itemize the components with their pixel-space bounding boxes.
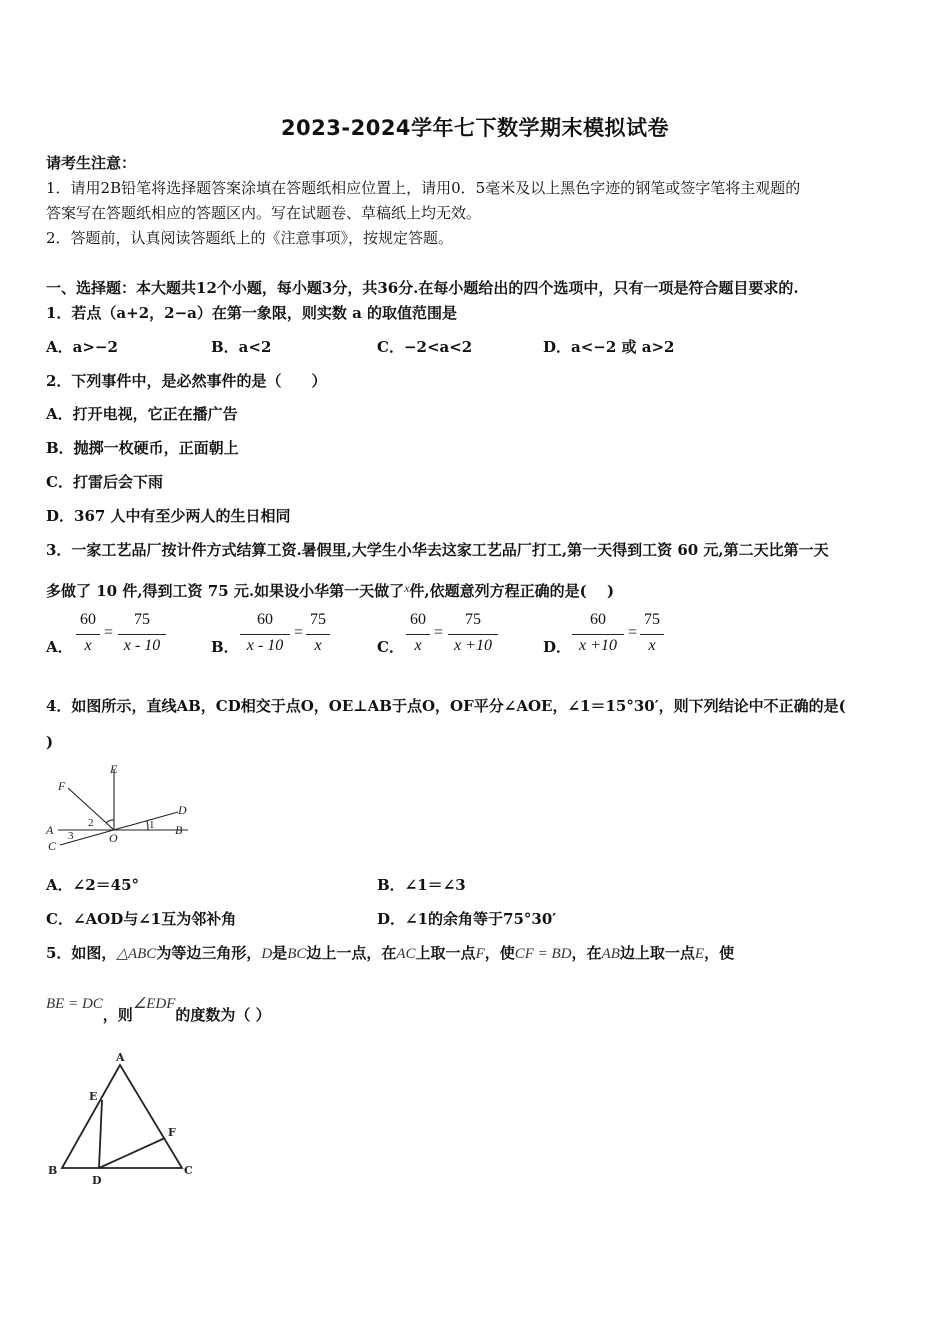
fraction-bar: [448, 634, 498, 635]
q1-option-c: C．−2<a<2: [377, 338, 473, 356]
q3-option-d-equation: [572, 611, 702, 657]
notice-heading: 请考生注意：: [46, 154, 137, 172]
angle-1-arc: [147, 821, 148, 830]
q4-option-a: A．∠2＝45°: [46, 876, 140, 894]
q5-math-ac: AC: [396, 946, 416, 962]
label-d: D: [92, 1174, 102, 1187]
q5-text: 为等边三角形，: [156, 944, 262, 962]
q5-math-d: D: [261, 946, 273, 962]
q5-stem-b: [46, 996, 271, 1026]
denominator: x +10: [454, 637, 492, 654]
numerator: 60: [590, 611, 606, 628]
q2-option-a: A．打开电视，它正在播广告: [46, 405, 238, 423]
label-b: B: [175, 823, 183, 837]
fraction-bar: [640, 634, 664, 635]
label-c: C: [48, 839, 57, 853]
q5-text: ，在: [571, 944, 602, 962]
equals-sign: =: [434, 624, 444, 641]
q5-text: 边上取一点: [619, 944, 695, 962]
fraction-bar: [118, 634, 166, 635]
q3-stem-b2: 件,依题意列方程正确的是( ): [409, 582, 615, 600]
numerator: 75: [310, 611, 326, 628]
q3-option-b-equation: [240, 611, 370, 657]
numerator: 60: [410, 611, 426, 628]
q4-option-d: D．∠1的余角等于75°30′: [377, 910, 557, 928]
q5-text: 是: [272, 944, 288, 962]
label-f: F: [168, 1126, 176, 1139]
q5-text: ，使: [704, 944, 735, 962]
fraction-bar: [406, 634, 430, 635]
notice-item-1b: 答案写在答题纸相应的答题区内。写在试题卷、草稿纸上均无效。: [46, 204, 482, 222]
numerator: 60: [257, 611, 273, 628]
q1-option-a: A．a>−2: [46, 338, 118, 356]
q4-figure: [40, 760, 200, 856]
q5-math-be-dc: BE = DC: [46, 996, 103, 1012]
label-f: F: [58, 779, 66, 793]
q5-math-bc: BC: [287, 946, 307, 962]
numerator: 75: [644, 611, 660, 628]
denominator: x +10: [579, 637, 617, 654]
q5-math-angle-edf: ∠EDF: [132, 996, 176, 1012]
q5-figure: [44, 1050, 204, 1190]
triangle-abc: [62, 1065, 182, 1168]
q4-option-c: C．∠AOD与∠1互为邻补角: [46, 910, 237, 928]
q2-option-d: D．367 人中有至少两人的生日相同: [46, 507, 291, 525]
q5-math-cf-bd: CF = BD: [514, 946, 572, 962]
equals-sign: =: [294, 624, 304, 641]
q3-option-c-equation: [406, 611, 536, 657]
denominator: x: [648, 637, 656, 654]
q5-text: ，使: [484, 944, 515, 962]
q3-variable: x: [404, 581, 410, 595]
notice-item-1a: 1．请用2B铅笔将选择题答案涂填在答题纸相应位置上，请用0．5毫米及以上黑色字迹的钢笔或签字笔将主观题的: [46, 179, 801, 197]
fraction-bar: [240, 634, 290, 635]
q5-math-ab: AB: [601, 946, 620, 962]
numerator: 60: [80, 611, 96, 628]
denominator: x: [84, 637, 92, 654]
q5-text: 的度数为（ ）: [175, 1006, 271, 1024]
label-e: E: [110, 762, 118, 776]
label-b: B: [48, 1164, 58, 1177]
page-title: 2023-2024学年七下数学期末模拟试卷: [280, 116, 670, 140]
q4-option-b: B．∠1＝∠3: [377, 876, 466, 894]
q5-math-e: E: [694, 946, 705, 962]
label-d: D: [178, 803, 187, 817]
equals-sign: =: [104, 624, 114, 641]
q2-option-b: B．抛掷一枚硬币，正面朝上: [46, 439, 239, 457]
notice-item-2: 2．答题前，认真阅读答题纸上的《注意事项》，按规定答题。: [46, 229, 454, 247]
q5-text: ，则: [102, 1006, 133, 1024]
q5-stem-a: [46, 943, 734, 964]
q5-math-f: F: [475, 946, 485, 962]
label-e: E: [89, 1090, 98, 1103]
q4-stem-b: ): [46, 733, 54, 751]
label-c: C: [184, 1164, 193, 1177]
q1-option-b: B．a<2: [211, 338, 272, 356]
q4-stem-a: 4．如图所示，直线AB，CD相交于点O，OE⊥AB于点O，OF平分∠AOE，∠1＝15°30′，则下列结论中不正确的是(: [46, 697, 846, 715]
q3-label-c: C．: [377, 638, 404, 656]
denominator: x: [314, 637, 322, 654]
q2-stem: 2．下列事件中，是必然事件的是（ ）: [46, 372, 327, 390]
q1-stem: 1．若点（a+2，2−a）在第一象限，则实数 a 的取值范围是: [46, 304, 458, 322]
numerator: 75: [465, 611, 481, 628]
fraction-bar: [306, 634, 330, 635]
q3-label-d: D．: [543, 638, 572, 656]
segment-df: [99, 1138, 165, 1168]
section-heading: 一、选择题：本大题共12个小题，每小题3分，共36分.在每小题给出的四个选项中，只有一项是符合题目要求的.: [46, 279, 799, 297]
angle-2-label: 2: [88, 817, 94, 829]
label-a: A: [46, 823, 54, 837]
numerator: 75: [134, 611, 150, 628]
q1-option-d: D．a<−2 或 a>2: [543, 338, 675, 356]
equals-sign: =: [628, 624, 638, 641]
q5-text: 5．如图，: [46, 944, 117, 962]
angle-2-arc: [106, 820, 114, 823]
fraction-bar: [76, 634, 100, 635]
denominator: x - 10: [246, 637, 284, 654]
line-cd: [60, 812, 178, 845]
q3-stem-a: 3．一家工艺品厂按计件方式结算工资.暑假里,大学生小华去这家工艺品厂打工,第一天得到工资 60 元,第二天比第一天: [46, 541, 829, 559]
denominator: x - 10: [123, 637, 161, 654]
q3-label-b: B．: [211, 638, 239, 656]
segment-de: [99, 1100, 102, 1168]
angle-3-label: 3: [68, 830, 74, 842]
q5-text: 边上一点，在: [306, 944, 397, 962]
denominator: x: [414, 637, 422, 654]
q2-option-c: C．打雷后会下雨: [46, 473, 163, 491]
label-a: A: [116, 1051, 125, 1064]
q3-stem-b1: 多做了 10 件,得到工资 75 元.如果设小华第一天做了: [46, 582, 405, 600]
label-o: O: [109, 831, 118, 845]
q3-option-a-equation: [76, 611, 206, 657]
q3-stem-b: [46, 578, 614, 601]
angle-1-label: 1: [149, 819, 155, 831]
q5-math-triangle: △ABC: [116, 946, 157, 962]
q5-text: 上取一点: [415, 944, 476, 962]
fraction-bar: [572, 634, 624, 635]
q3-label-a: A．: [46, 638, 73, 656]
